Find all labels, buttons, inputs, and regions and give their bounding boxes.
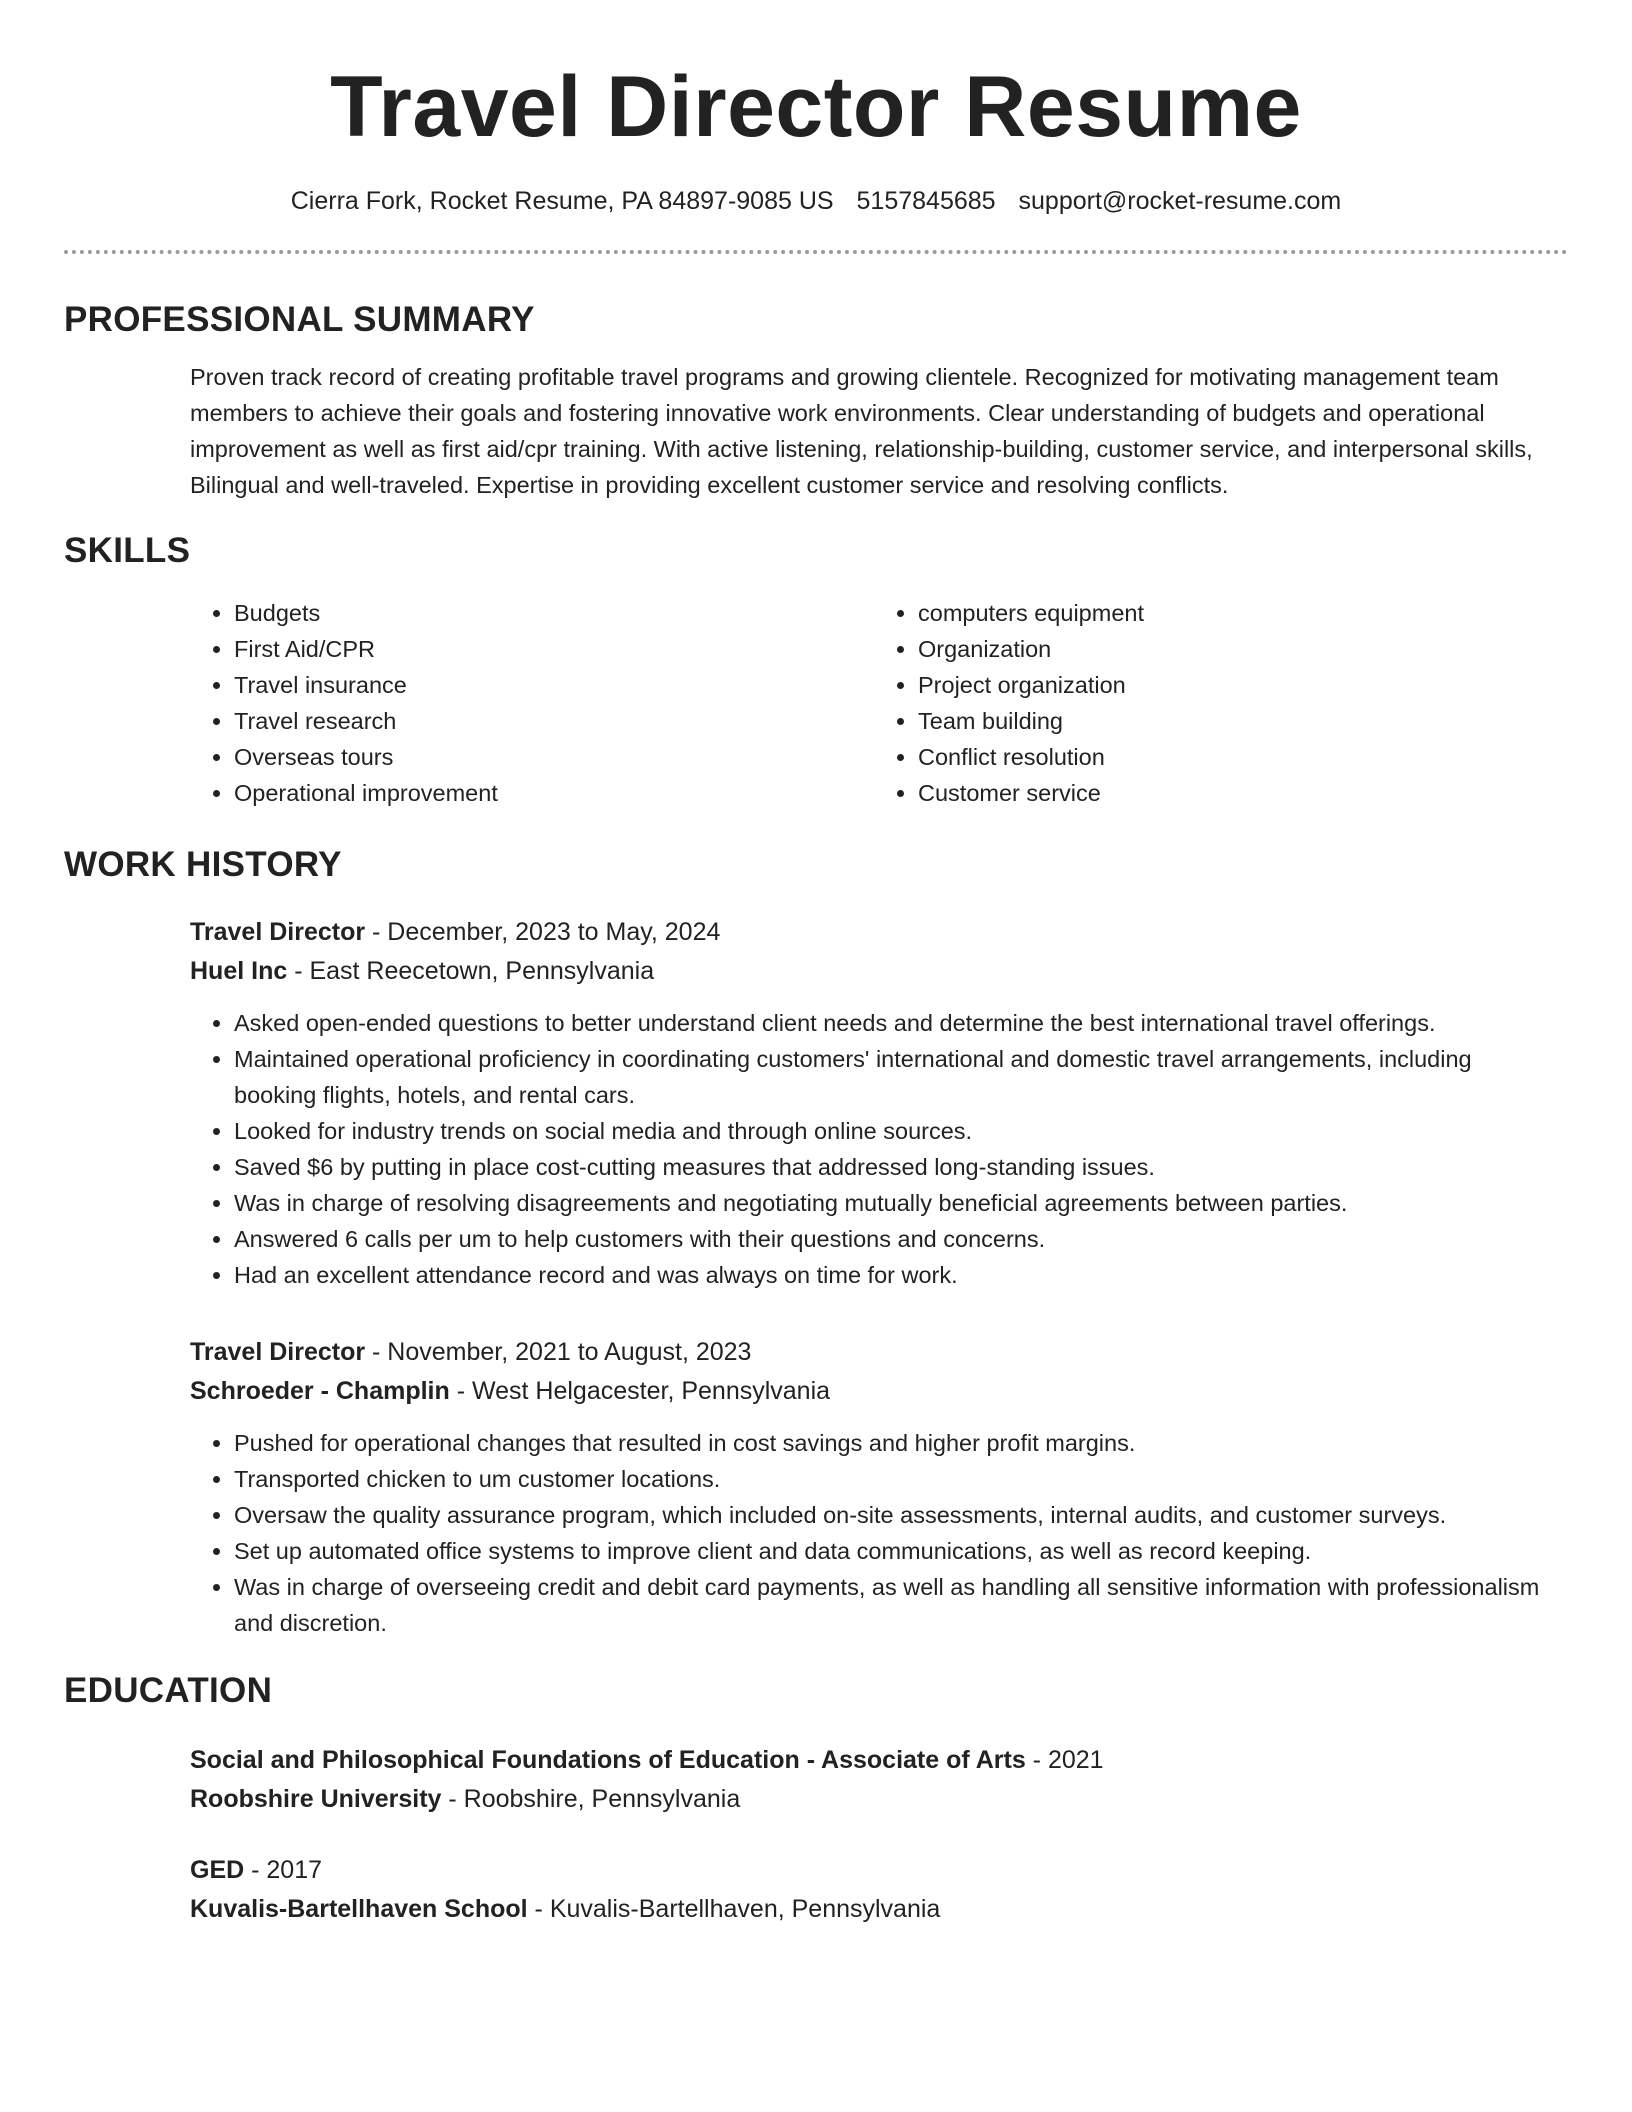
education-school-line [190, 1890, 1558, 1929]
job-location: - East Reecetown, Pennsylvania [287, 957, 655, 985]
job-bullets [190, 1005, 1558, 1293]
education-degree: Social and Philosophical Foundations of Education - Associate of Arts [190, 1746, 1026, 1774]
job-bullets [190, 1425, 1558, 1641]
job-bullet: • Answered 6 calls per um to help customers with their questions and concerns. [234, 1221, 1558, 1257]
job-company-line [190, 952, 1558, 991]
job-entry [190, 913, 1558, 1293]
contact-email: support@rocket-resume.com [1018, 187, 1342, 215]
contact-line [64, 184, 1568, 218]
education-degree-line [190, 1741, 1558, 1780]
skill-item: • computers equipment [918, 595, 1558, 631]
education-year: - 2017 [244, 1856, 323, 1884]
education-entry [190, 1741, 1558, 1819]
job-entry [190, 1333, 1558, 1641]
skills-column-left [190, 595, 874, 811]
page-title: Travel Director Resume [330, 59, 1302, 155]
work-history-heading: WORK HISTORY [64, 845, 342, 884]
skill-item: • Operational improvement [234, 775, 874, 811]
skill-item: • Organization [918, 631, 1558, 667]
summary-text: Proven track record of creating profitable travel programs and growing clientele. Recognized for motivating management team members to achieve their goals and fostering innovative work environments. Clear understanding of budgets and operational improvement as well as first aid/cpr training. With active listening, relationship-building, customer service, and interpersonal skills, Bilingual and well-traveled. Expertise in providing excellent customer service and resolving conflicts. [190, 364, 1533, 498]
education-school: Roobshire University [190, 1785, 442, 1813]
job-bullet: • Pushed for operational changes that resulted in cost savings and higher profit margins. [234, 1425, 1558, 1461]
education-heading: EDUCATION [64, 1671, 273, 1710]
skill-item: • Travel research [234, 703, 874, 739]
skills-column-right [874, 595, 1558, 811]
education-school-line [190, 1780, 1558, 1819]
job-dates: - December, 2023 to May, 2024 [365, 918, 721, 946]
job-company: Schroeder - Champlin [190, 1377, 450, 1405]
job-bullet: • Was in charge of resolving disagreements and negotiating mutually beneficial agreements between parties. [234, 1185, 1558, 1221]
education-location: - Roobshire, Pennsylvania [441, 1785, 741, 1813]
education-degree-line [190, 1851, 1558, 1890]
header-divider [64, 250, 1568, 254]
job-bullet: • Was in charge of overseeing credit and debit card payments, as well as handling all sensitive information with professionalism and discretion. [234, 1569, 1558, 1641]
job-title: Travel Director [190, 1338, 366, 1366]
skill-item: • Team building [918, 703, 1558, 739]
education-location: - Kuvalis-Bartellhaven, Pennsylvania [527, 1895, 941, 1923]
job-location: - West Helgacester, Pennsylvania [449, 1377, 831, 1405]
job-bullet: • Oversaw the quality assurance program, which included on-site assessments, internal audits, and customer surveys. [234, 1497, 1558, 1533]
skill-item: • Conflict resolution [918, 739, 1558, 775]
skill-item: • Overseas tours [234, 739, 874, 775]
job-bullet: • Set up automated office systems to improve client and data communications, as well as record keeping. [234, 1533, 1558, 1569]
job-bullet: • Asked open-ended questions to better understand client needs and determine the best international travel offerings. [234, 1005, 1558, 1041]
job-bullet: • Transported chicken to um customer locations. [234, 1461, 1558, 1497]
job-company-line [190, 1372, 1558, 1411]
skills-grid [190, 595, 1558, 811]
skills-heading: SKILLS [64, 531, 191, 570]
skill-item: • Project organization [918, 667, 1558, 703]
summary-heading: PROFESSIONAL SUMMARY [64, 300, 535, 339]
skill-item: • Budgets [234, 595, 874, 631]
job-bullet: • Looked for industry trends on social media and through online sources. [234, 1113, 1558, 1149]
job-bullet: • Saved $6 by putting in place cost-cutting measures that addressed long-standing issues. [234, 1149, 1558, 1185]
contact-address: Cierra Fork, Rocket Resume, PA 84897-9085 US [290, 187, 834, 215]
job-title: Travel Director [190, 918, 366, 946]
job-bullet: • Maintained operational proficiency in coordinating customers' international and domestic travel arrangements, including booking flights, hotels, and rental cars. [234, 1041, 1558, 1113]
job-dates: - November, 2021 to August, 2023 [365, 1338, 752, 1366]
skill-item: • First Aid/CPR [234, 631, 874, 667]
job-bullet: • Had an excellent attendance record and was always on time for work. [234, 1257, 1558, 1293]
skill-item: • Customer service [918, 775, 1558, 811]
education-school: Kuvalis-Bartellhaven School [190, 1895, 528, 1923]
job-company: Huel Inc [190, 957, 288, 985]
education-degree: GED [190, 1856, 245, 1884]
job-title-line [190, 913, 1558, 952]
contact-phone: 5157845685 [856, 187, 996, 215]
education-entry [190, 1851, 1558, 1929]
education-year: - 2021 [1025, 1746, 1104, 1774]
job-title-line [190, 1333, 1558, 1372]
skill-item: • Travel insurance [234, 667, 874, 703]
